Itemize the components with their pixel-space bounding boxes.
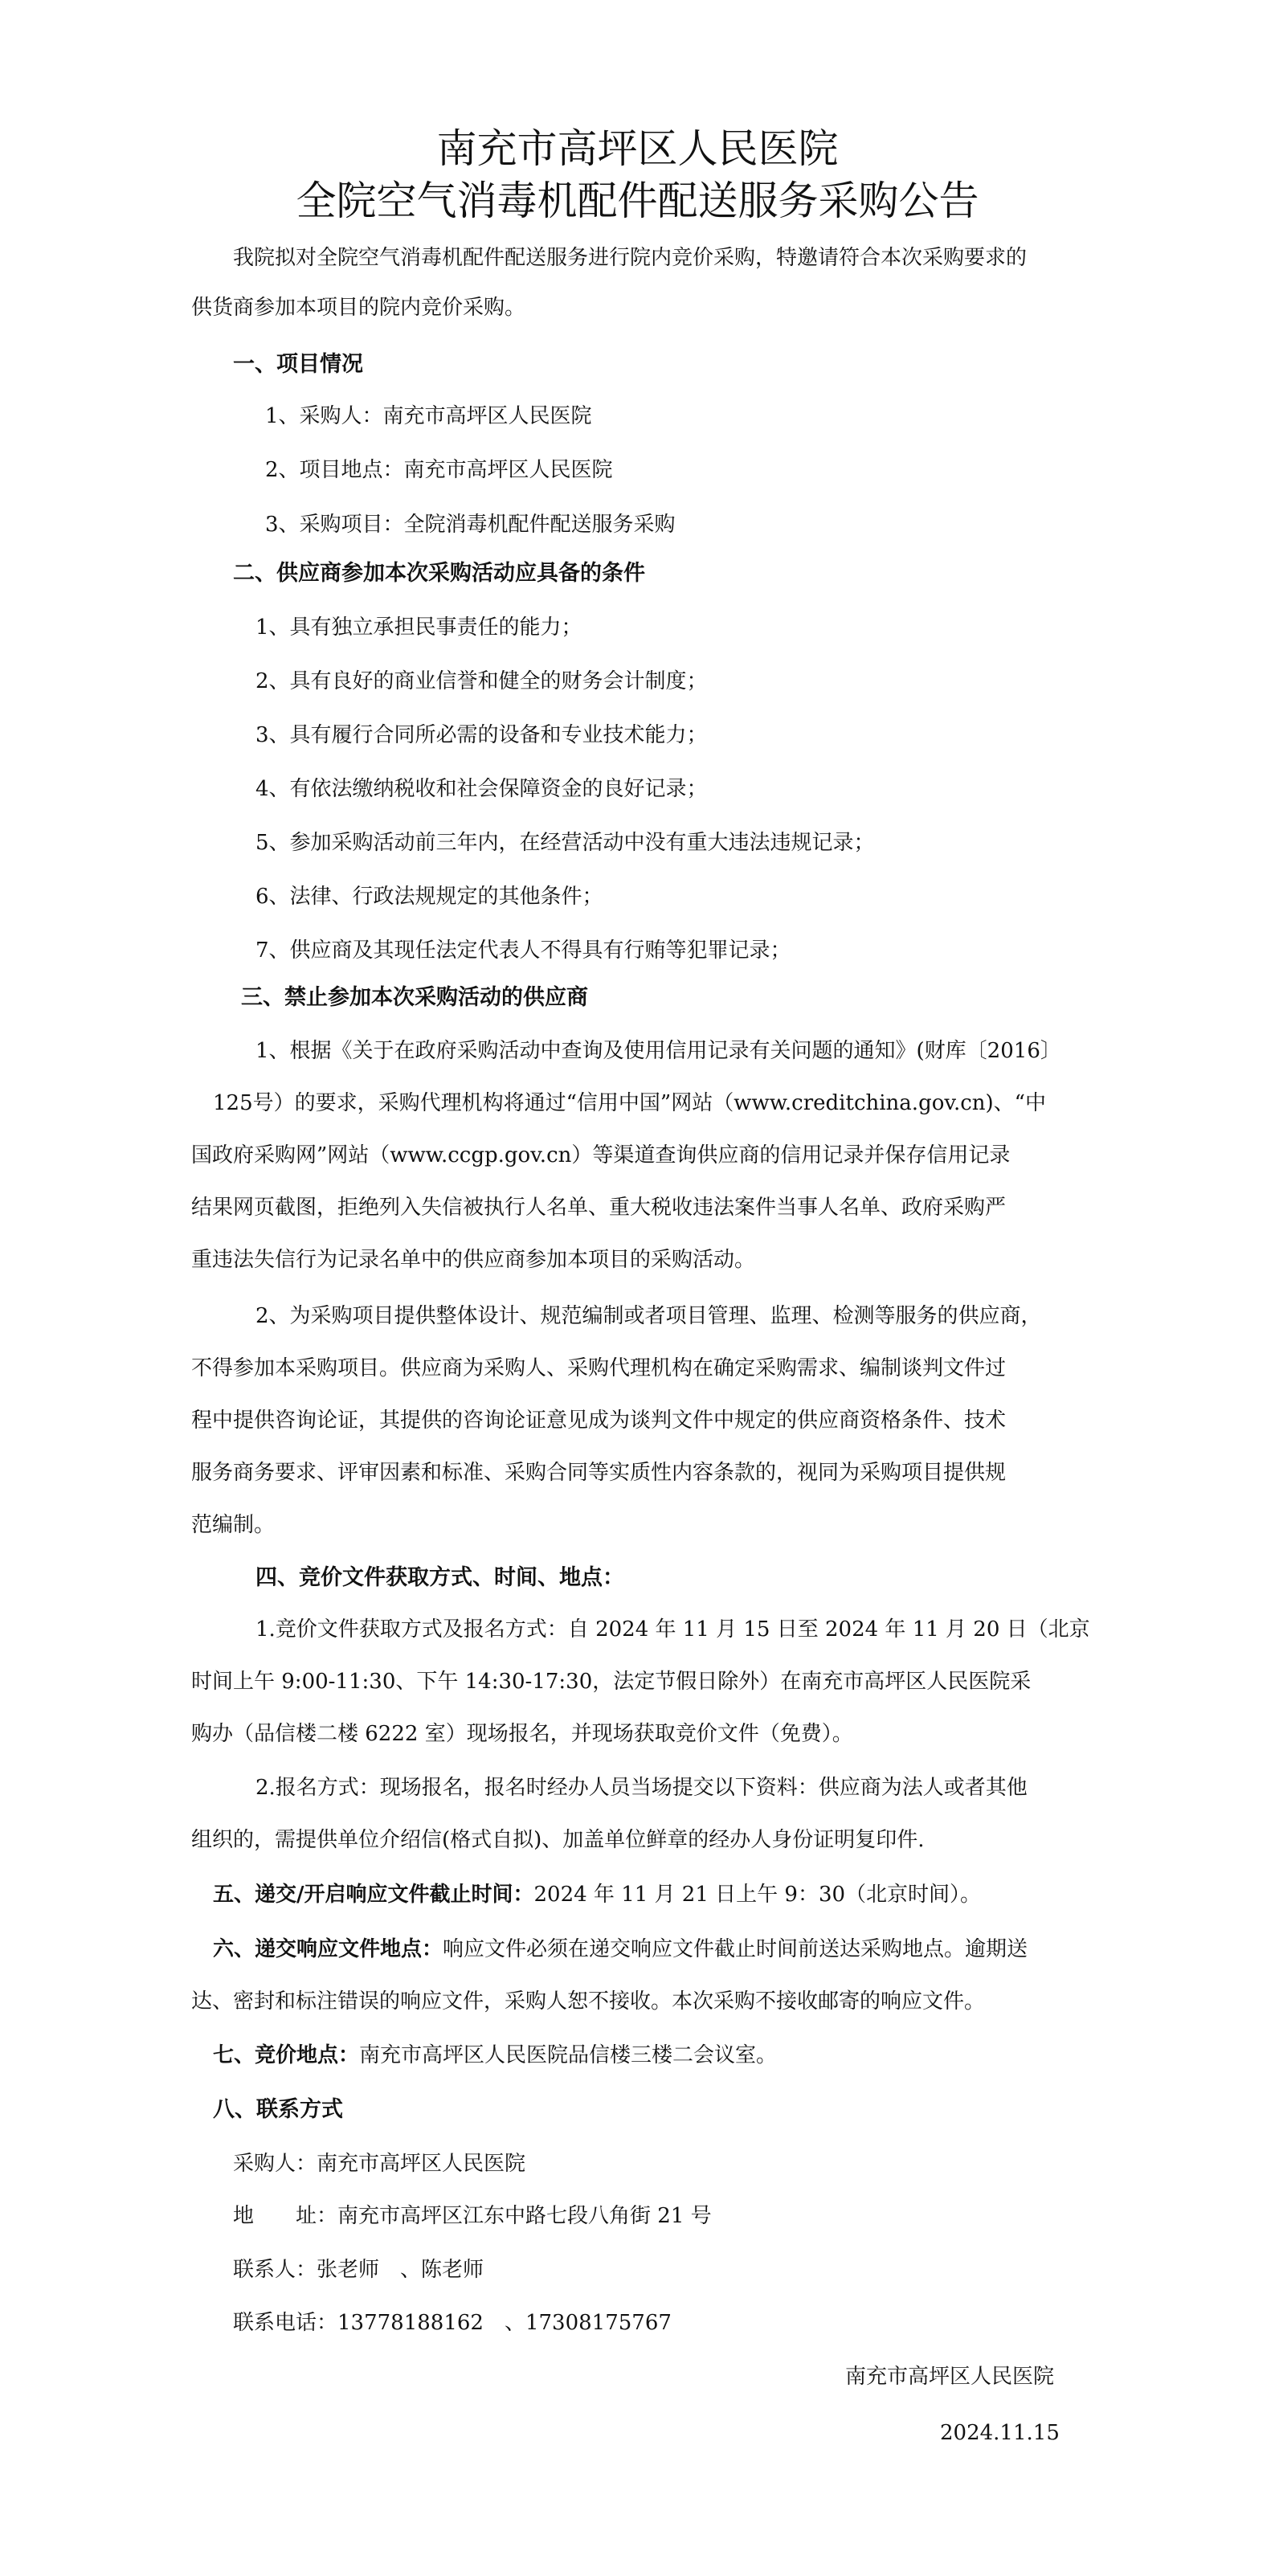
title-line-1: 南充市高坪区人民医院: [436, 125, 839, 172]
section-2-heading: 二、供应商参加本次采购活动应具备的条件: [233, 561, 645, 586]
section-4-para-2-line: 2.报名方式：现场报名，报名时经办人员当场提交以下资料：供应商为法人或者其他: [255, 1776, 1028, 1800]
section-3-para-1-line: 1、根据《关于在政府采购活动中查询及使用信用记录有关问题的通知》(财库〔2016〕: [255, 1039, 1061, 1063]
section-4-para-1-line: 1.竞价文件获取方式及报名方式：自 2024 年 11 月 15 日至 2024 年 11 月 20 日（北京: [255, 1617, 1090, 1642]
section-1-item: 2、项目地点：南充市高坪区人民医院: [265, 458, 613, 482]
intro-line-2: 供货商参加本项目的院内竞价采购。: [191, 296, 526, 320]
section-7-label: 七、竞价地点：: [213, 2043, 360, 2067]
contact-person: 联系人：张老师 、陈老师: [233, 2258, 484, 2282]
contact-address-line: [233, 2206, 712, 2226]
section-3-para-2-line: 服务商务要求、评审因素和标准、采购合同等实质性内容条款的，视同为采购项目提供规: [191, 1461, 1007, 1485]
section-3-para-1-line: 125号）的要求，采购代理机构将通过“信用中国”网站（www.creditchina.gov.cn)、“中: [213, 1091, 1046, 1115]
section-3-heading: 三、禁止参加本次采购活动的供应商: [241, 985, 588, 1010]
section-6-label: 六、递交响应文件地点：: [213, 1937, 443, 1961]
section-2-item: 2、具有良好的商业信誉和健全的财务会计制度；: [255, 669, 708, 693]
section-6-line-2: 达、密封和标注错误的响应文件，采购人恕不接收。本次采购不接收邮寄的响应文件。: [191, 1989, 986, 2014]
section-6-line-1: [213, 1939, 1028, 1960]
section-3-para-2-line: 范编制。: [191, 1513, 276, 1537]
section-1-item: 1、采购人：南充市高坪区人民医院: [265, 404, 592, 428]
section-1-item: 3、采购项目：全院消毒机配件配送服务采购: [265, 513, 676, 537]
section-5-text: 2024 年 11 月 21 日上午 9：30（北京时间）。: [533, 1883, 982, 1907]
section-3-para-2-line: 不得参加本采购项目。供应商为采购人、采购代理机构在确定采购需求、编制谈判文件过: [191, 1356, 1007, 1380]
section-3-para-1-line: 结果网页截图，拒绝列入失信被执行人名单、重大税收违法案件当事人名单、政府采购严: [191, 1196, 1007, 1220]
section-5-line: [213, 1884, 981, 1905]
section-2-item: 6、法律、行政法规规定的其他条件；: [255, 885, 603, 909]
contact-address: 南充市高坪区江东中路七段八角街 21 号: [337, 2204, 712, 2228]
section-3-para-1-line: 国政府采购网”网站（www.ccgp.gov.cn）等渠道查询供应商的信用记录并保存信用记录: [191, 1143, 1011, 1167]
section-3-para-1-line: 重违法失信行为记录名单中的供应商参加本项目的采购活动。: [191, 1248, 756, 1272]
section-8-heading: 八、联系方式: [213, 2097, 343, 2122]
section-7-text: 南充市高坪区人民医院品信楼三楼二会议室。: [359, 2043, 778, 2067]
section-4-para-1-line: 时间上午 9:00-11:30、下午 14:30-17:30，法定节假日除外）在南充市高坪区人民医院采: [191, 1670, 1032, 1694]
title-line-2: 全院空气消毒机配件配送服务采购公告: [296, 178, 979, 224]
contact-phone: 联系电话：13778188162 、17308175767: [233, 2311, 672, 2335]
section-2-item: 5、参加采购活动前三年内，在经营活动中没有重大违法违规记录；: [255, 831, 875, 855]
section-7-line: [213, 2045, 777, 2066]
contact-address-label: 地 址：: [233, 2204, 338, 2228]
section-2-item: 3、具有履行合同所必需的设备和专业技术能力；: [255, 723, 708, 747]
section-4-heading: 四、竞价文件获取方式、时间、地点：: [255, 1565, 624, 1590]
intro-line-1: 我院拟对全院空气消毒机配件配送服务进行院内竞价采购，特邀请符合本次采购要求的: [233, 246, 1028, 270]
section-3-para-2-line: 程中提供咨询论证，其提供的咨询论证意见成为谈判文件中规定的供应商资格条件、技术: [191, 1409, 1007, 1433]
section-6-text: 响应文件必须在递交响应文件截止时间前送达采购地点。逾期送: [443, 1937, 1028, 1961]
section-2-item: 1、具有独立承担民事责任的能力；: [255, 615, 582, 640]
section-2-item: 7、供应商及其现任法定代表人不得具有行贿等犯罪记录；: [255, 938, 791, 963]
signature-date: 2024.11.15: [940, 2421, 1060, 2445]
section-2-item: 4、有依法缴纳税收和社会保障资金的良好记录；: [255, 777, 708, 801]
signature-org: 南充市高坪区人民医院: [845, 2365, 1055, 2389]
section-3-para-2-line: 2、为采购项目提供整体设计、规范编制或者项目管理、监理、检测等服务的供应商，: [255, 1304, 1042, 1328]
section-4-para-2-line: 组织的，需提供单位介绍信(格式自拟)、加盖单位鲜章的经办人身份证明复印件.: [191, 1828, 925, 1852]
contact-purchaser: 采购人：南充市高坪区人民医院: [233, 2152, 526, 2176]
section-5-label: 五、递交/开启响应文件截止时间：: [213, 1883, 534, 1907]
section-4-para-1-line: 购办（品信楼二楼 6222 室）现场报名，并现场获取竞价文件（免费）。: [191, 1722, 853, 1746]
section-1-heading: 一、项目情况: [233, 352, 363, 377]
